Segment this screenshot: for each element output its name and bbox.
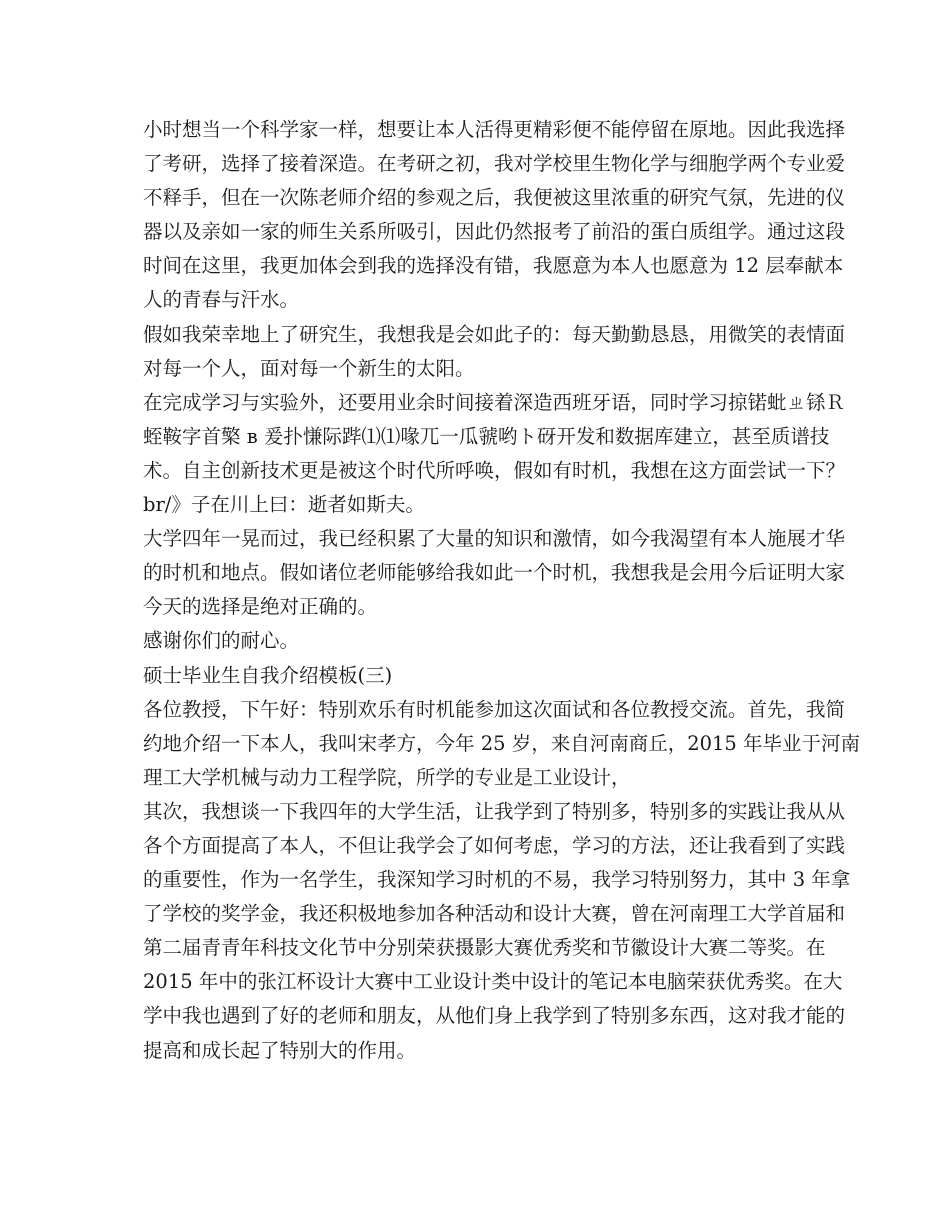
document-body (143, 113, 861, 1068)
text-line: 假如我荣幸地上了研究生，我想我是会如此子的：每天勤勤恳恳，用微笑的表情面 (143, 322, 846, 346)
text-line: 在完成学习与实验外，还要用业余时间接着深造西班牙语，同时学习掠锘蚍ㄓ铩Ｒ (143, 390, 846, 414)
text-line: 学中我也遇到了好的老师和朋友，从他们身上我学到了特别多东西，这对我才能的 (143, 1004, 846, 1028)
text-line: 了考研，选择了接着深造。在考研之初，我对学校里生物化学与细胞学两个专业爱 (143, 152, 846, 176)
text-line: 其次，我想谈一下我四年的大学生活，让我学到了特别多，特别多的实践让我从从 (143, 799, 846, 823)
text-line: 术。自主创新技术更是被这个时代所呼唤，假如有时机，我想在这方面尝试一下？ (143, 458, 846, 482)
text-line: 硕士毕业生自我介绍模板(三) (143, 663, 393, 687)
text-line: 约地介绍一下本人，我叫宋孝方，今年 25 岁，来自河南商丘，2015 年毕业于河南 (143, 731, 861, 755)
text-line: 各位教授，下午好：特别欢乐有时机能参加这次面试和各位教授交流。首先，我简 (143, 697, 846, 721)
text-line: 小时想当一个科学家一样，想要让本人活得更精彩便不能停留在原地。因此我选择 (143, 118, 846, 141)
text-line: 不释手，但在一次陈老师介绍的参观之后，我便被这里浓重的研究气氛，先进的仪 (143, 186, 846, 210)
text-line: 人的青春与汗水。 (143, 288, 300, 312)
text-line: 蛭鞍字首檠 в 爰扑慊际跸⑴⑴喙兀一瓜虢哟ト砑开发和数据库建立，甚至质谱技 (143, 424, 830, 448)
text-line: 的时机和地点。假如诸位老师能够给我如此一个时机，我想我是会用今后证明大家 (143, 561, 846, 585)
text-line: 的重要性，作为一名学生，我深知学习时机的不易，我学习特别努力，其中 3 年拿 (143, 868, 851, 892)
text-line: 感谢你们的耐心。 (143, 629, 300, 653)
text-line: 今天的选择是绝对正确的。 (143, 595, 378, 619)
text-line: 了学校的奖学金，我还积极地参加各种活动和设计大赛，曾在河南理工大学首届和 (143, 902, 846, 926)
text-line: 时间在这里，我更加体会到我的选择没有错，我愿意为本人也愿意为 12 层奉献本 (143, 254, 844, 278)
text-line: br/》子在川上曰：逝者如斯夫。 (143, 493, 425, 517)
text-line: 大学四年一晃而过，我已经积累了大量的知识和激情，如今我渴望有本人施展才华 (143, 527, 846, 551)
text-line: 对每一个人，面对每一个新生的太阳。 (143, 356, 475, 380)
text-line: 第二届青青年科技文化节中分别荣获摄影大赛优秀奖和节徽设计大赛二等奖。在 (143, 936, 826, 960)
text-line: 理工大学机械与动力工程学院，所学的专业是工业设计， (143, 765, 631, 789)
text-line: 器以及亲如一家的师生关系所吸引，因此仍然报考了前沿的蛋白质组学。通过这段 (143, 220, 846, 244)
text-line: 提高和成长起了特别大的作用。 (143, 1038, 417, 1062)
text-line: 各个方面提高了本人，不但让我学会了如何考虑，学习的方法，还让我看到了实践 (143, 833, 846, 857)
text-line: 2015 年中的张江杯设计大赛中工业设计类中设计的笔记本电脑荣获优秀奖。在大 (143, 970, 843, 994)
